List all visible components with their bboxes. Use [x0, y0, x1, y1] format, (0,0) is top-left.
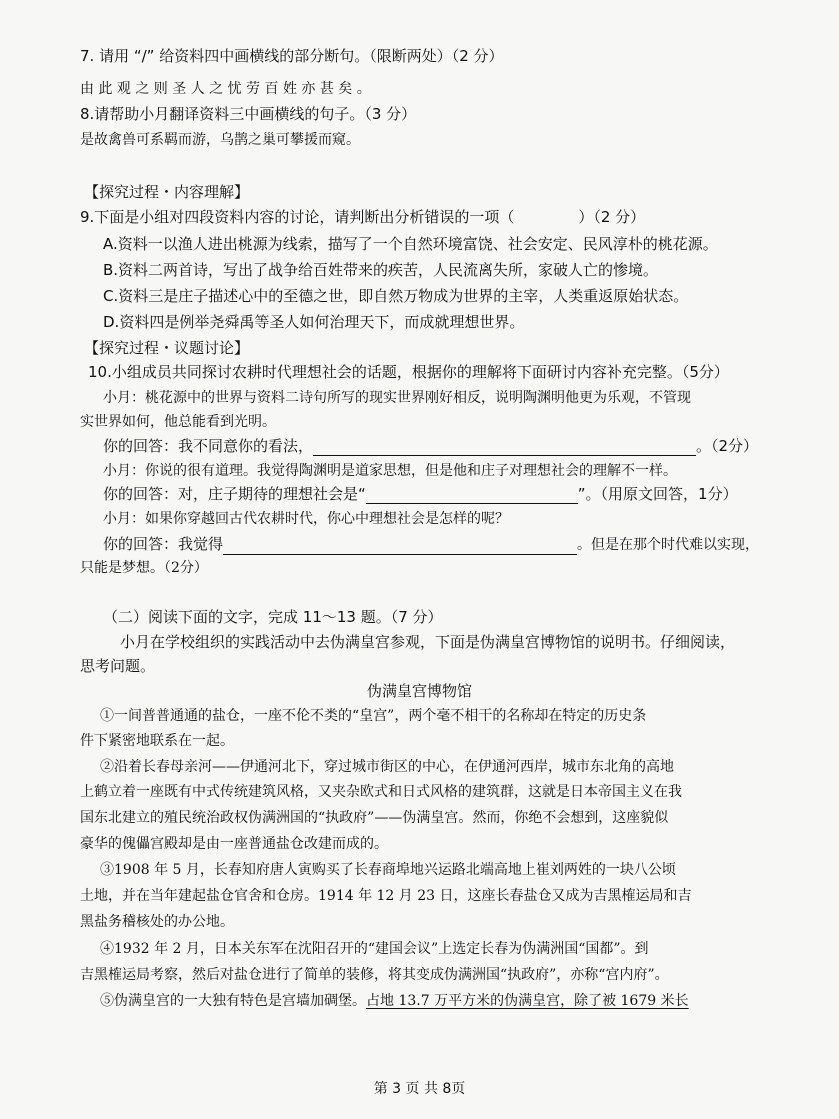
q10-answer-1-label: 你的回答：我不同意你的看法，: [103, 437, 314, 455]
q9-prompt: [80, 207, 645, 227]
article-p5: [100, 991, 689, 1011]
q10-answer-3-score: 只能是梦想。（2分）: [80, 560, 208, 576]
article-p4-b: 吉黑榷运局考察，然后对盐仓进行了简单的装修，将其变成伪满洲国“执政府”，亦称“宫内府”。: [80, 967, 669, 983]
q10-answer-1: [103, 436, 758, 456]
part2-intro-b: 思考问题。: [80, 657, 156, 675]
article-title: 伪满皇宫博物馆: [366, 682, 472, 700]
article-p3-b: 土地，并在当年建起盐仓官舍和仓房。1914 年 12 月 23 日，这座长春盐仓又成为吉黑榷运局和吉: [80, 888, 692, 904]
q10-xiaoyue-2: 小月：你说的很有道理。我觉得陶渊明是道家思想，但是他和庄子对理想社会的理解不一样。: [103, 463, 677, 479]
part2-heading: （二）阅读下面的文字，完成 11～13 题。（7 分）: [103, 608, 443, 626]
q10-answer-2-label: 你的回答：对，庄子期待的理想社会是“: [103, 485, 366, 503]
q10-xiaoyue-1b: 实世界如何，他总能看到光明。: [80, 414, 276, 430]
article-p4-a: ④1932 年 2 月，日本关东军在沈阳召开的“建国会议”上选定长春为伪满洲国“国都”。到: [100, 941, 649, 957]
q7-text: 由 此 观 之 则 圣 人 之 忧 劳 百 姓 亦 甚 矣 。: [80, 81, 371, 97]
q10-answer-3-label: 你的回答：我觉得: [103, 535, 224, 553]
q9-prompt-text: 9.下面是小组对四段资料内容的讨论，请判断出分析错误的一项（: [80, 208, 515, 226]
article-p2-b: 上鹤立着一座既有中式传统建筑风格，又夹杂欧式和日式风格的建筑群，这就是日本帝国主义在我: [80, 784, 682, 800]
article-p5-text: ⑤伪满皇宫的一大独有特色是宫墙加碉堡。: [100, 993, 366, 1009]
article-p2-d: 豪华的傀儡宫殿却是由一座普通盐仓改建而成的。: [80, 836, 388, 852]
article-p3-a: ③1908 年 5 月，长春知府唐人寅购买了长春商埠地兴运路北端高地上崔刘两姓的一块八公顷: [100, 862, 676, 878]
q10-answer-2-blank[interactable]: [366, 487, 578, 504]
q10-answer-1-score: 。（2分）: [696, 437, 759, 455]
q10-xiaoyue-3: 小月：如果你穿越回古代农耕时代，你心中理想社会是怎样的呢？: [103, 511, 509, 527]
q9-option-d: D.资料四是例举尧舜禹等圣人如何治理天下，而成就理想世界。: [103, 313, 525, 331]
article-p2-c: 国东北建立的殖民统治政权伪满洲国的“执政府”——伪满皇宫。然而，你绝不会想到，这座貌似: [80, 810, 669, 826]
article-p1-a: ①一间普普通通的盐仓，一座不伦不类的“皇宫”，两个毫不相干的名称却在特定的历史条: [100, 708, 647, 724]
q9-option-b: B.资料二两首诗，写出了战争给百姓带来的疾苦，人民流离失所，家破人亡的惨境。: [103, 261, 659, 279]
q8-text: 是故禽兽可系羁而游，乌鹊之巢可攀援而窥。: [80, 132, 360, 148]
q10-answer-3-blank[interactable]: [223, 538, 577, 555]
article-p3-c: 黑盐务稽核处的办公地。: [80, 914, 234, 930]
q9-prompt-score: ）（2 分）: [578, 208, 646, 226]
q10-answer-1-blank[interactable]: [313, 439, 696, 456]
q10-prompt: 10.小组成员共同探讨农耕时代理想社会的话题，根据你的理解将下面研讨内容补充完整。（5分）: [88, 363, 729, 381]
section-title-discussion: 【探究过程・议题讨论】: [84, 339, 250, 357]
q9-answer-slot[interactable]: [514, 211, 578, 227]
part2-intro-a: 小月在学校组织的实践活动中去伪满皇宫参观，下面是伪满皇宫博物馆的说明书。仔细阅读，: [120, 633, 736, 651]
page-number: 第 3 页 共 8页: [373, 1081, 466, 1097]
q10-answer-3: [103, 534, 759, 555]
q10-answer-3-tail: 。但是在那个时代难以实现，: [577, 537, 760, 553]
q10-answer-2-score: ”。（用原文回答，1分）: [577, 485, 738, 503]
q8-prompt: 8.请帮助小月翻译资料三中画横线的句子。（3 分）: [80, 105, 417, 123]
q7-prompt: 7. 请用 “/” 给资料四中画横线的部分断句。（限断两处）（2 分）: [80, 47, 504, 65]
q9-option-a: A.资料一以渔人进出桃源为线索，描写了一个自然环境富饶、社会安定、民风淳朴的桃花源。: [103, 235, 718, 253]
q10-answer-2: [103, 484, 738, 504]
section-title-content: 【探究过程・内容理解】: [84, 183, 250, 201]
article-p1-b: 件下紧密地联系在一起。: [80, 733, 234, 749]
article-p5-underlined: 占地 13.7 万平方米的伪满皇宫，除了被 1679 米长: [366, 993, 689, 1009]
article-p2-a: ②沿着长春母亲河——伊通河北下，穿过城市街区的中心，在伊通河西岸，城市东北角的高地: [100, 759, 674, 775]
q9-option-c: C.资料三是庄子描述心中的至德之世，即自然万物成为世界的主宰，人类重返原始状态。: [103, 287, 689, 305]
q10-xiaoyue-1a: 小月：桃花源中的世界与资料二诗句所写的现实世界刚好相反，说明陶渊明他更为乐观，不管现: [103, 390, 691, 406]
